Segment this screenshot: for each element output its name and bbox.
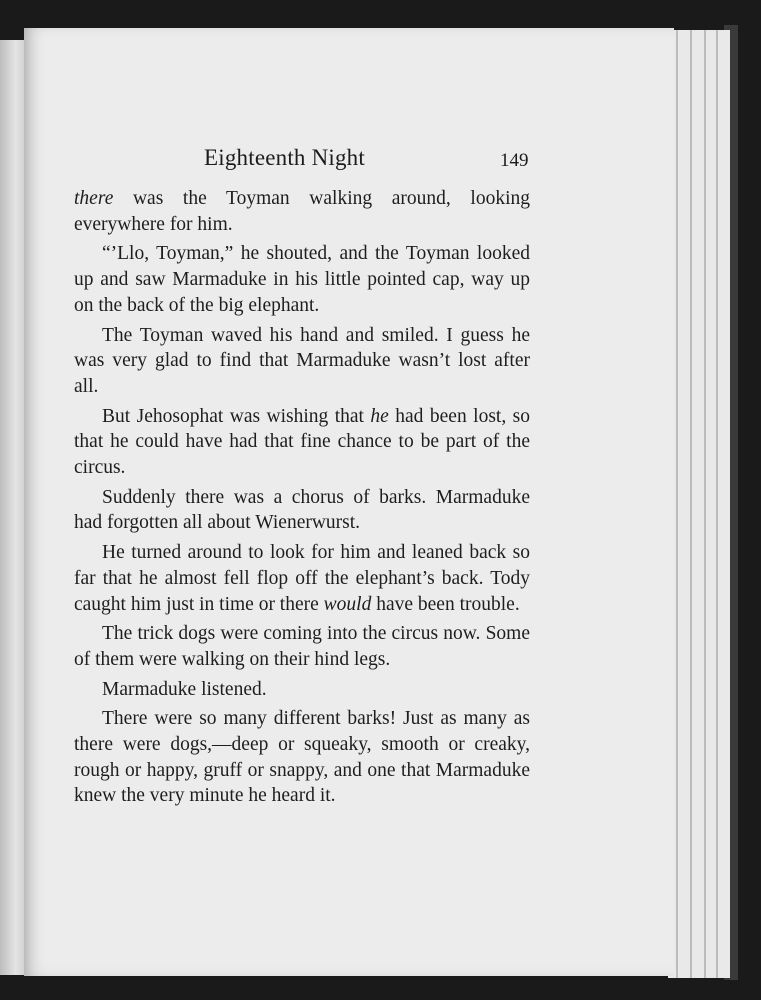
text-run: There were so many different barks! Just as many as there were dogs,—deep or squeaky, smooth or creaky, rough or happy, gruff or snappy, and one that Marmaduke knew the very minute he heard it. [74, 708, 530, 807]
paragraph [74, 323, 530, 400]
page-edge-line [716, 30, 718, 978]
paragraph [74, 677, 530, 703]
paragraph [74, 540, 530, 617]
paragraph [74, 485, 530, 536]
text-run: had been lost, so that he could have had that fine chance to be part of the circus. [74, 405, 530, 479]
text-run: Suddenly there was a chorus of barks. Marmaduke had forgotten all about Wienerwurst. [74, 486, 530, 534]
page-edge-line [676, 30, 678, 978]
page-edge-line [704, 30, 706, 978]
page-edge-line [690, 30, 692, 978]
book-page [24, 28, 674, 976]
paragraph [74, 241, 530, 318]
italic-text: would [323, 593, 372, 615]
chapter-title: Eighteenth Night [204, 145, 365, 170]
text-run: have been trouble. [371, 593, 520, 615]
paragraph [74, 186, 530, 237]
running-head [24, 143, 674, 183]
text-run: But Jehosophat was wishing that [102, 405, 371, 427]
italic-text: he [370, 405, 389, 427]
body-text [74, 186, 530, 813]
italic-text: there [74, 188, 114, 209]
text-run: The Toyman waved his hand and smiled. I guess he was very glad to find that Marmaduke wasn’t lost after all. [74, 324, 530, 397]
text-run: Marmaduke listened. [102, 678, 267, 700]
text-run: The trick dogs were coming into the circus now. Some of them were walking on their hind legs. [74, 623, 530, 670]
text-run: “’Llo, Toyman,” he shouted, and the Toyman looked up and saw Marmaduke in his little pointed cap, way up on the back of the big elephant. [74, 243, 530, 316]
paragraph [74, 621, 530, 672]
page-stack-edge [668, 30, 730, 978]
left-page-edge [0, 40, 26, 975]
text-run: was the Toyman walking around, looking everywhere for him. [74, 188, 530, 235]
paragraph [74, 706, 530, 809]
text-run: He turned around to look for him and leaned back so far that he almost fell flop off the elephant’s back. Tody caught him just in time or there [74, 542, 530, 615]
page-number: 149 [500, 150, 529, 171]
paragraph [74, 404, 530, 481]
